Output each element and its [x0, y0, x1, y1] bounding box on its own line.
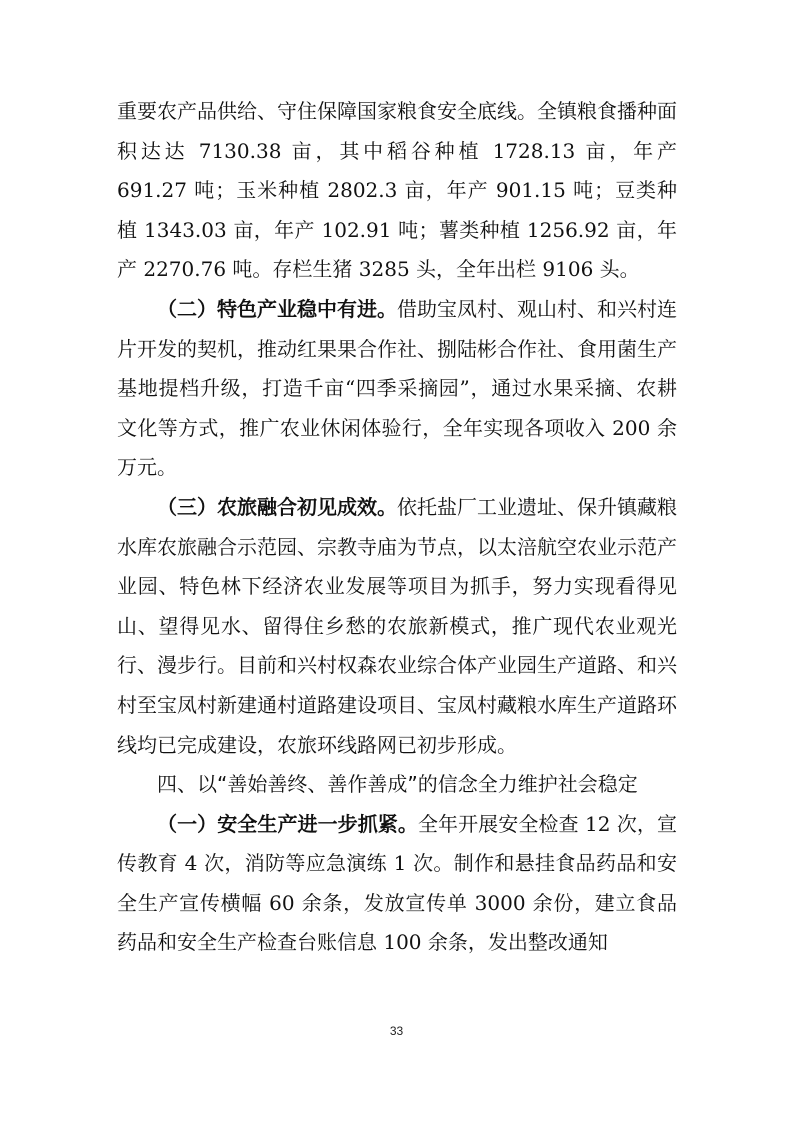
paragraph-grain-production	[117, 92, 677, 290]
paragraph-specialty-industry	[117, 290, 677, 488]
paragraph-lead: （三）农旅融合初见成效。	[157, 494, 397, 519]
paragraph-text: 全年开展安全检查 12 次，宣传教育 4 次，消防等应急演练 1 次。制作和悬挂食品药品和安全生产宣传横幅 60 余条，发放宣传单 3000 余份，建立食品药品和安全生产检查台账信息 100 余条，发出整改通知	[117, 811, 677, 955]
document-body	[117, 92, 677, 963]
paragraph-text: 依托盐厂工业遗址、保升镇藏粮水库农旅融合示范园、宗教寺庙为节点，以太涪航空农业示范产业园、特色林下经济农业发展等项目为抓手，努力实现看得见山、望得见水、留得住乡愁的农旅新模式，推广现代农业观光行、漫步行。目前和兴村权森农业综合体产业园生产道路、和兴村至宝凤村新建通村道路建设项目、宝凤村藏粮水库生产道路环线均已完成建设，农旅环线路网已初步形成。	[117, 494, 677, 757]
paragraph-text: 借助宝凤村、观山村、和兴村连片开发的契机，推动红果果合作社、捌陆彬合作社、食用菌生产基地提档升级，打造千亩“四季采摘园”，通过水果采摘、农耕文化等方式，推广农业休闲体验行，全年实现各项收入 200 余万元。	[117, 296, 677, 480]
page-number: 33	[389, 1024, 404, 1038]
paragraph-lead: （一）安全生产进一步抓紧。	[157, 811, 418, 836]
paragraph-agritourism	[117, 488, 677, 765]
section-heading: 四、以“善始善终、善作善成”的信念全力维护社会稳定	[157, 772, 638, 797]
paragraph-lead: （二）特色产业稳中有进。	[157, 296, 397, 321]
paragraph-safety-production	[117, 805, 677, 963]
paragraph-text: 重要农产品供给、守住保障国家粮食安全底线。全镇粮食播种面积达达 7130.38 亩，其中稻谷种植 1728.13 亩，年产 691.27 吨；玉米种植 2802.3 亩，年产 901.15 吨；豆类种植 1343.03 亩，年产 102.91 吨；薯类种植 1256.92 亩，年产 2270.76 吨。存栏生猪 3285 头，全年出栏 9106 头。	[117, 99, 677, 282]
